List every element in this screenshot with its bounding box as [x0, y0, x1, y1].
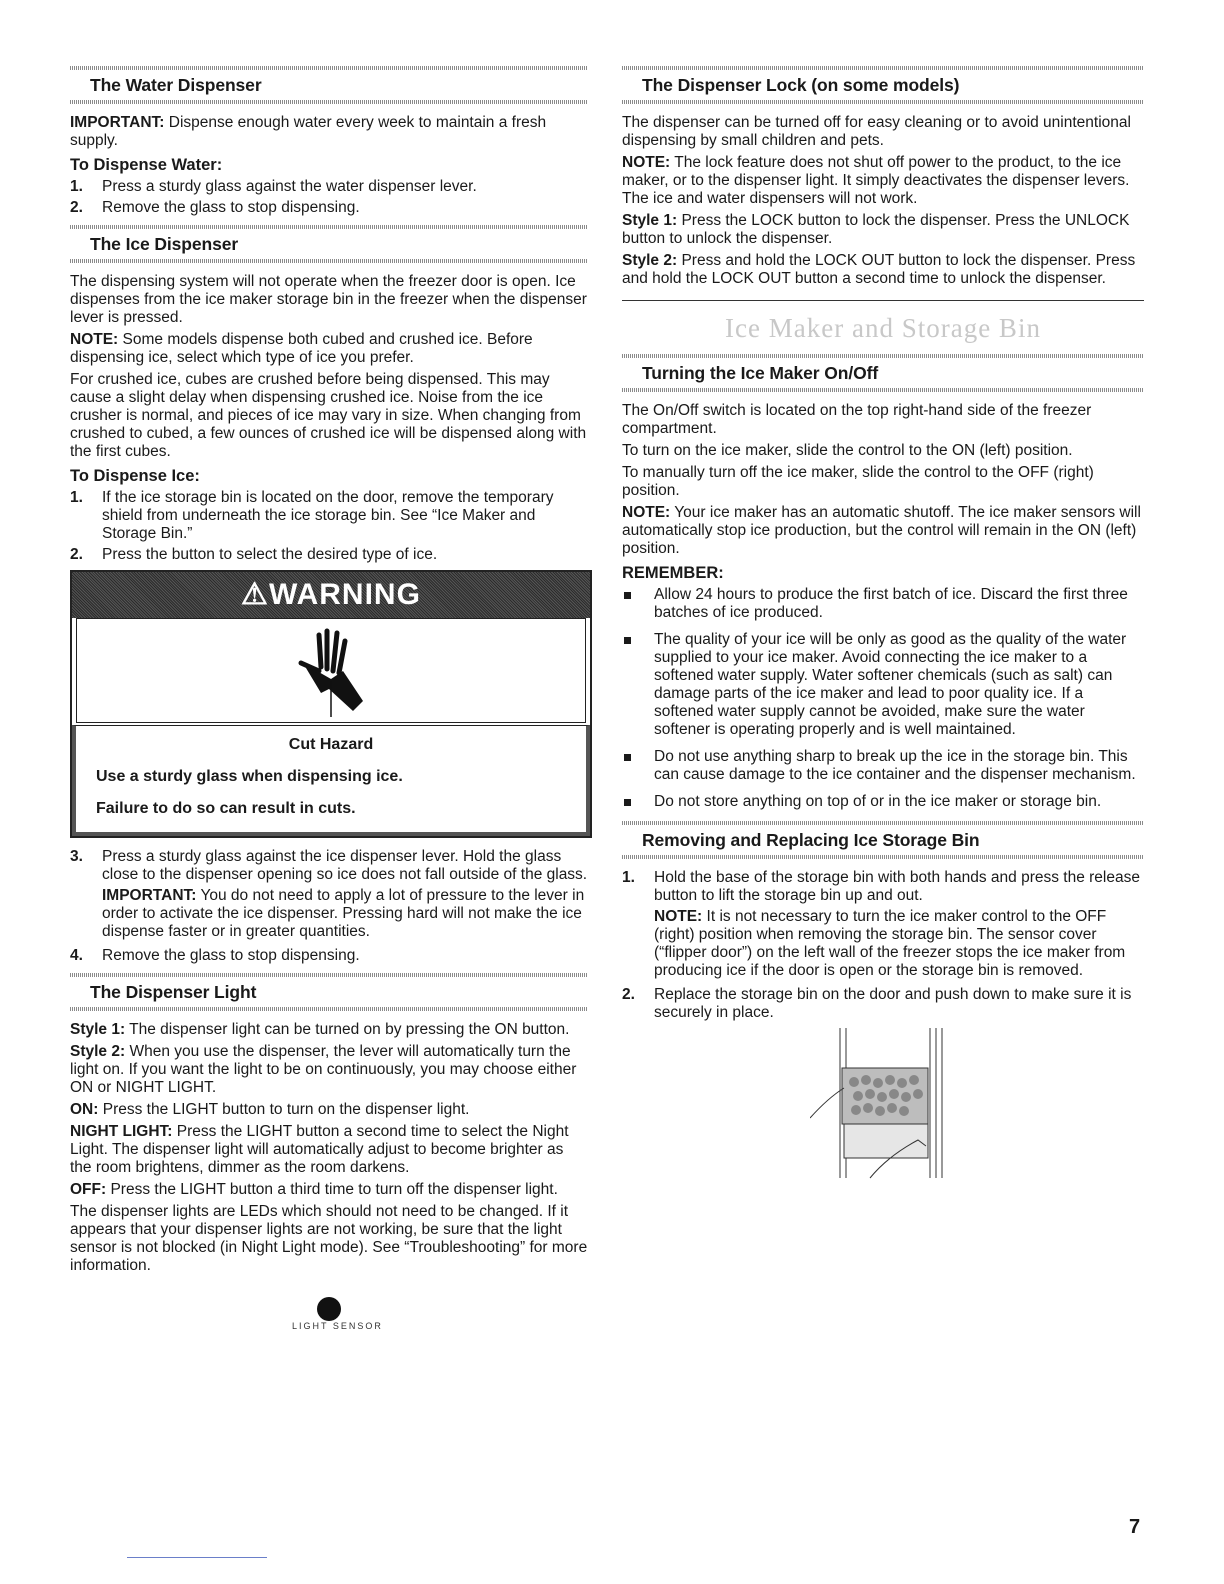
paragraph: The dispensing system will not operate when the freezer door is open. Ice dispenses from the ice maker storage bin in the freezer when the dispenser lever is pressed. [70, 273, 587, 326]
list-item: 2. Press the button to select the desired type of ice. [70, 546, 438, 563]
section-rule [622, 300, 1144, 301]
section-title-ice-maker-on-off: Turning the Ice Maker On/Off [642, 363, 879, 383]
numbered-list [70, 489, 588, 564]
paragraph: To manually turn off the ice maker, slide the control to the OFF (right) position. [622, 464, 1094, 499]
bullet-list [622, 586, 1144, 811]
paragraph: Style 2: When you use the dispenser, the lever will automatically turn the light on. If you want the light to be on continuously, you may choose either ON or NIGHT LIGHT. [70, 1043, 577, 1096]
numbered-list [622, 869, 1144, 1022]
paragraph: NOTE: It is not necessary to turn the ice maker control to the OFF (right) position when removing the storage bin. The sensor cover (“flipper door”) on the left wall of the freezer stops the ice maker from producing ice if the door is open or the storage bin is removed. [654, 908, 1126, 979]
storage-bin-illustration [622, 1028, 1144, 1188]
paragraph: The dispenser can be turned off for easy cleaning or to avoid unintentional dispensing by small children and pets. [622, 114, 1131, 149]
paragraph: Style 1: Press the LOCK button to lock the dispenser. Press the UNLOCK button to unlock the dispenser. [622, 212, 1130, 247]
paragraph: The dispenser lights are LEDs which should not need to be changed. If it appears that your dispenser lights are not working, be sure that the light sensor is not blocked (in Night Light mode). See “Troubleshooting” for more information. [70, 1203, 588, 1274]
light-sensor-figure [70, 1279, 588, 1349]
paragraph: For crushed ice, cubes are crushed before being dispensed. This may cause a slight delay when dispensing crushed ice. Noise from the ice crusher is normal, and pieces of ice may vary in size. When changing from crushed to cubed, a few ounces of crushed ice will be dispensed along with the first cubes. [70, 371, 587, 460]
section-title-dispenser-lock: The Dispenser Lock (on some models) [642, 75, 960, 95]
subheading: To Dispense Water: [70, 156, 223, 174]
section-title-water-dispenser: The Water Dispenser [90, 75, 262, 95]
paragraph: NOTE: Your ice maker has an automatic shutoff. The ice maker sensors will automatically stop ice production, but the control will remain in the ON (left) position. [622, 504, 1141, 557]
list-item: Allow 24 hours to produce the first batch of ice. Discard the first three batches of ice produced. [622, 586, 1144, 622]
section-title-ice-dispenser: The Ice Dispenser [90, 234, 239, 254]
list-item: 2. Replace the storage bin on the door and push down to make sure it is securely in place. [622, 986, 1132, 1021]
right-column [622, 66, 1144, 1188]
paragraph: To turn on the ice maker, slide the control to the ON (left) position. [622, 442, 1073, 459]
numbered-list [70, 848, 588, 965]
list-item: 2. Remove the glass to stop dispensing. [70, 199, 360, 216]
paragraph: IMPORTANT: Dispense enough water every week to maintain a fresh supply. [70, 114, 547, 149]
chapter-title: Ice Maker and Storage Bin [725, 313, 1041, 343]
warning-line: Failure to do so can result in cuts. [96, 800, 356, 817]
warning-banner: ⚠WARNING [72, 572, 590, 618]
light-sensor-icon [284, 1287, 374, 1347]
list-item: The quality of your ice will be only as good as the quality of the water supplied to your ice maker. Avoid connecting the ice maker to a softened water supply. Water softener chemicals (such as salt) can damage parts of the ice maker and lead to poor quality ice. If a softened water supply cannot be avoided, make sure the water softener is operating properly and is well maintained. [622, 631, 1144, 739]
page-number: 7 [1129, 1516, 1141, 1538]
light-sensor-label: LIGHT SENSOR [292, 1321, 383, 1331]
hazard-title: Cut Hazard [288, 736, 374, 753]
section-title-storage-bin: Removing and Replacing Ice Storage Bin [642, 830, 980, 850]
list-item: 4. Remove the glass to stop dispensing. [70, 947, 360, 964]
warning-text [72, 725, 590, 836]
footer-line [127, 1557, 267, 1558]
paragraph: NOTE: The lock feature does not shut off power to the product, to the ice maker, or to the dispenser light. It simply deactivates the dispenser levers. The ice and water dispensers will not work. [622, 154, 1130, 207]
warning-box [70, 570, 592, 838]
list-item: 1. Hold the base of the storage bin with both hands and press the release button to lift the storage bin up and out. [622, 869, 1140, 904]
list-item: Do not store anything on top of or in the ice maker or storage bin. [622, 793, 1144, 811]
list-item: Do not use anything sharp to break up the ice in the storage bin. This can cause damage to the ice container and the dispenser mechanism. [622, 748, 1144, 784]
list-item: 1. Press a sturdy glass against the water dispenser lever. [70, 178, 477, 195]
numbered-list [70, 178, 588, 217]
paragraph: ON: Press the LIGHT button to turn on the dispenser light. [70, 1101, 470, 1118]
section-title-dispenser-light: The Dispenser Light [90, 982, 257, 1002]
paragraph: OFF: Press the LIGHT button a third time to turn off the dispenser light. [70, 1181, 558, 1198]
paragraph: IMPORTANT: You do not need to apply a lot of pressure to the lever in order to activate the ice dispenser. Pressing hard will not make the ice dispense faster or in greater quantities. [102, 887, 585, 940]
paragraph: The On/Off switch is located on the top right-hand side of the freezer compartment. [622, 402, 1092, 437]
subheading: REMEMBER: [622, 564, 724, 582]
warning-line: Use a sturdy glass when dispensing ice. [96, 768, 403, 785]
cut-hazard-icon [76, 618, 586, 723]
paragraph: NOTE: Some models dispense both cubed and crushed ice. Before dispensing ice, select which type of ice you prefer. [70, 331, 533, 366]
list-item: 1. If the ice storage bin is located on the door, remove the temporary shield from underneath the ice storage bin. See “Ice Maker and Storage Bin.” [70, 489, 554, 542]
subheading: To Dispense Ice: [70, 467, 200, 485]
paragraph: Style 1: The dispenser light can be turned on by pressing the ON button. [70, 1021, 570, 1038]
paragraph: NIGHT LIGHT: Press the LIGHT button a second time to select the Night Light. The dispenser light will automatically adjust to become brighter as the room brightens, dimmer as the room darkens. [70, 1123, 569, 1176]
paragraph: Style 2: Press and hold the LOCK OUT button to lock the dispenser. Press and hold the LOCK OUT button a second time to unlock the dispenser. [622, 252, 1136, 287]
left-column [70, 66, 588, 1349]
list-item: 3. Press a sturdy glass against the ice dispenser lever. Hold the glass close to the dispenser opening so ice does not fall outside of the glass. [70, 848, 588, 883]
